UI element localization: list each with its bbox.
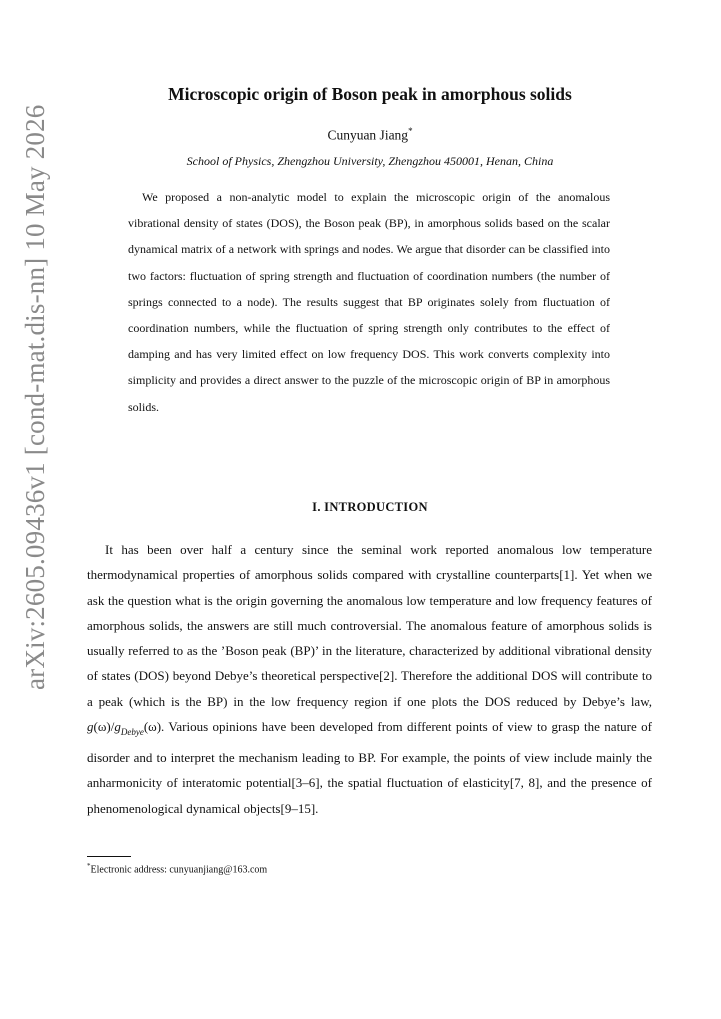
math-g: g [87,719,94,735]
paper-title: Microscopic origin of Boson peak in amorphous solids [168,84,572,104]
arxiv-identifier-stamp: arXiv:2605.09436v1 [cond-mat.dis-nn] 10 May 2026 [20,104,50,690]
author-name: Cunyuan Jiang [327,127,409,143]
footnote-rule [87,856,131,857]
abstract: We proposed a non-analytic model to explain the microscopic origin of the anomalous vibrational density of states (DOS), the Boson peak (BP), in amorphous solids based on the scalar dynamical matrix of a network with springs and nodes. We argue that disorder can be classified into two factors: fluctuation of spring strength and fluctuation of coordination numbers (the number of springs connected to a node). The results suggest that BP originates solely from fluctuation of coordination numbers, while the fluctuation of spring strength only contributes to the effect of damping and has very limited effect on low frequency DOS. This work converts complexity into simplicity and provides a direct answer to the puzzle of the microscopic origin of BP in amorphous solids. [128,190,610,414]
math-omega: (ω) [143,719,162,735]
intro-text-part2: . Various opinions have been developed from different points of view to grasp the nature of disorder and to interpret the mechanism leading to BP. For example, the points of view include mainly the anharmonicity of interatomic potential[3–6], the spatial fluctuation of elasticity[7, 8], and the presence of phenomenological dynamical objects[9–15]. [87,719,652,816]
footnote [87,862,267,875]
author-footnote-mark: * [408,126,413,136]
intro-text-part1: It has been over half a century since the seminal work reported anomalous low temperature thermodynamical properties of amorphous solids compared with crystalline counterparts[1]. Yet when we ask the question what is the origin governing the anomalous low temperature and low frequency features of amorphous solids, the answers are still much controversial. The anomalous feature of amorphous solids is usually referred to as the ’Boson peak (BP)’ in the literature, characterized by additional vibrational density of states (DOS) beyond Debye’s theoretical perspective[2]. Therefore the additional DOS will contribute to a peak (which is the BP) in the low frequency region if one plots the DOS reduced by Debye’s law, [87,542,652,709]
author-affiliation: School of Physics, Zhengzhou University, Zhengzhou 450001, Henan, China [186,154,554,168]
math-debye-subscript: Debye [120,726,144,737]
footnote-email: Electronic address: cunyuanjiang@163.com [90,864,268,876]
author-line [0,126,721,144]
introduction-paragraph [87,537,652,821]
footnote-mark: * [87,862,91,870]
math-g-debye: g [114,719,121,735]
math-omega-ratio: (ω)/ [93,719,115,735]
section-heading-introduction: I. INTRODUCTION [312,500,428,514]
